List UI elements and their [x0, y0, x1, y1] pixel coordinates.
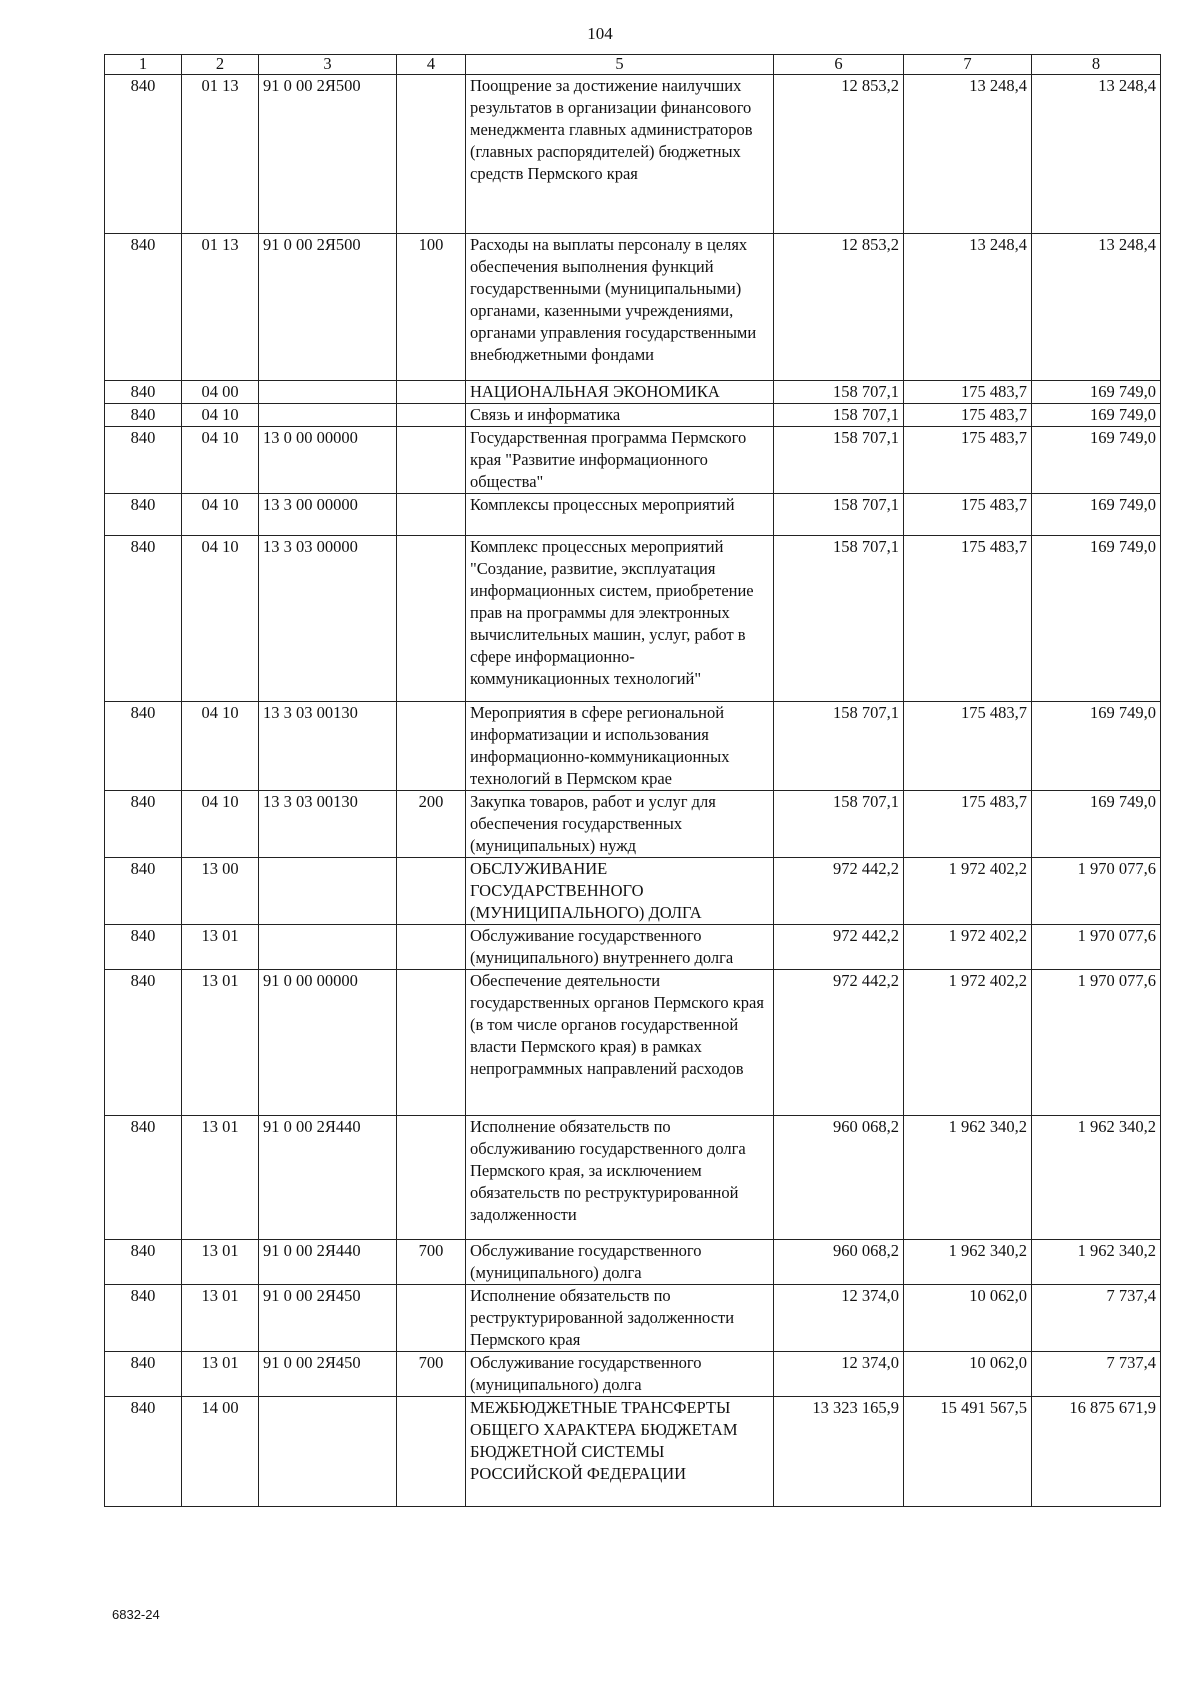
- amount-year1-cell: 158 707,1: [774, 404, 904, 427]
- description-cell: МЕЖБЮДЖЕТНЫЕ ТРАНСФЕРТЫ ОБЩЕГО ХАРАКТЕРА БЮДЖЕТАМ БЮДЖЕТНОЙ СИСТЕМЫ РОССИЙСКОЙ ФЕДЕРАЦИИ: [466, 1397, 774, 1507]
- target-article-cell: [259, 404, 397, 427]
- description-cell: Обслуживание государственного (муниципального) долга: [466, 1240, 774, 1285]
- description-cell: Комплекс процессных мероприятий "Создание, развитие, эксплуатация информационных систем, приобретение прав на программы для электронных вычислительных машин, услуг, работ в сфере информационно-коммуникационных технологий": [466, 536, 774, 702]
- table-row: [105, 1397, 1161, 1507]
- target-article-cell: 91 0 00 2Я440: [259, 1116, 397, 1240]
- amount-year1-cell: 158 707,1: [774, 381, 904, 404]
- column-header: 1: [105, 55, 182, 75]
- section-code-cell: 13 01: [182, 970, 259, 1116]
- section-code-cell: 04 10: [182, 702, 259, 791]
- amount-year1-cell: 13 323 165,9: [774, 1397, 904, 1507]
- table-body: [105, 75, 1161, 1507]
- target-article-cell: 91 0 00 2Я440: [259, 1240, 397, 1285]
- table-row: [105, 1240, 1161, 1285]
- section-code-cell: 14 00: [182, 1397, 259, 1507]
- amount-year2-cell: 1 972 402,2: [904, 925, 1032, 970]
- section-code-cell: 13 00: [182, 858, 259, 925]
- description-cell: Связь и информатика: [466, 404, 774, 427]
- amount-year1-cell: 972 442,2: [774, 858, 904, 925]
- section-code-cell: 04 10: [182, 494, 259, 536]
- amount-year2-cell: 13 248,4: [904, 234, 1032, 381]
- amount-year3-cell: 169 749,0: [1032, 427, 1161, 494]
- department-code-cell: 840: [105, 970, 182, 1116]
- target-article-cell: [259, 925, 397, 970]
- department-code-cell: 840: [105, 1397, 182, 1507]
- department-code-cell: 840: [105, 427, 182, 494]
- description-cell: Обслуживание государственного (муниципального) внутреннего долга: [466, 925, 774, 970]
- table-row: [105, 791, 1161, 858]
- description-cell: Исполнение обязательств по обслуживанию государственного долга Пермского края, за исключением обязательств по реструктурированной задолженности: [466, 1116, 774, 1240]
- amount-year2-cell: 175 483,7: [904, 404, 1032, 427]
- expense-type-cell: [397, 1285, 466, 1352]
- amount-year3-cell: 169 749,0: [1032, 494, 1161, 536]
- department-code-cell: 840: [105, 1240, 182, 1285]
- amount-year3-cell: 1 962 340,2: [1032, 1240, 1161, 1285]
- budget-table: [104, 54, 1161, 1507]
- department-code-cell: 840: [105, 1116, 182, 1240]
- amount-year1-cell: 12 374,0: [774, 1352, 904, 1397]
- amount-year1-cell: 12 374,0: [774, 1285, 904, 1352]
- column-header: 7: [904, 55, 1032, 75]
- target-article-cell: [259, 381, 397, 404]
- amount-year1-cell: 158 707,1: [774, 702, 904, 791]
- description-cell: Государственная программа Пермского края "Развитие информационного общества": [466, 427, 774, 494]
- expense-type-cell: 100: [397, 234, 466, 381]
- table-row: [105, 1285, 1161, 1352]
- amount-year2-cell: 175 483,7: [904, 381, 1032, 404]
- target-article-cell: [259, 1397, 397, 1507]
- amount-year3-cell: 169 749,0: [1032, 791, 1161, 858]
- amount-year3-cell: 7 737,4: [1032, 1352, 1161, 1397]
- table-row: [105, 494, 1161, 536]
- expense-type-cell: [397, 970, 466, 1116]
- table-row: [105, 702, 1161, 791]
- expense-type-cell: [397, 1397, 466, 1507]
- department-code-cell: 840: [105, 494, 182, 536]
- amount-year2-cell: 13 248,4: [904, 75, 1032, 234]
- department-code-cell: 840: [105, 702, 182, 791]
- column-header: 3: [259, 55, 397, 75]
- column-header: 5: [466, 55, 774, 75]
- department-code-cell: 840: [105, 404, 182, 427]
- amount-year2-cell: 175 483,7: [904, 427, 1032, 494]
- expense-type-cell: [397, 702, 466, 791]
- target-article-cell: 13 3 00 00000: [259, 494, 397, 536]
- expense-type-cell: 200: [397, 791, 466, 858]
- description-cell: Исполнение обязательств по реструктурированной задолженности Пермского края: [466, 1285, 774, 1352]
- description-cell: Обслуживание государственного (муниципального) долга: [466, 1352, 774, 1397]
- amount-year1-cell: 960 068,2: [774, 1240, 904, 1285]
- amount-year3-cell: 16 875 671,9: [1032, 1397, 1161, 1507]
- amount-year1-cell: 158 707,1: [774, 494, 904, 536]
- department-code-cell: 840: [105, 536, 182, 702]
- amount-year3-cell: 169 749,0: [1032, 536, 1161, 702]
- section-code-cell: 13 01: [182, 1352, 259, 1397]
- department-code-cell: 840: [105, 858, 182, 925]
- amount-year1-cell: 960 068,2: [774, 1116, 904, 1240]
- table-row: [105, 925, 1161, 970]
- table-row: [105, 234, 1161, 381]
- amount-year2-cell: 175 483,7: [904, 791, 1032, 858]
- section-code-cell: 04 10: [182, 427, 259, 494]
- amount-year2-cell: 175 483,7: [904, 494, 1032, 536]
- table-row: [105, 970, 1161, 1116]
- description-cell: Мероприятия в сфере региональной информатизации и использования информационно-коммуникационных технологий в Пермском крае: [466, 702, 774, 791]
- column-header: 8: [1032, 55, 1161, 75]
- description-cell: Расходы на выплаты персоналу в целях обеспечения выполнения функций государственными (муниципальными) органами, казенными учреждениями, органами управления государственными внебюджетными фондами: [466, 234, 774, 381]
- amount-year3-cell: 7 737,4: [1032, 1285, 1161, 1352]
- target-article-cell: 91 0 00 2Я500: [259, 75, 397, 234]
- department-code-cell: 840: [105, 1352, 182, 1397]
- amount-year3-cell: 1 970 077,6: [1032, 970, 1161, 1116]
- amount-year2-cell: 1 962 340,2: [904, 1240, 1032, 1285]
- table-row: [105, 404, 1161, 427]
- amount-year3-cell: 1 962 340,2: [1032, 1116, 1161, 1240]
- section-code-cell: 04 10: [182, 536, 259, 702]
- amount-year3-cell: 169 749,0: [1032, 702, 1161, 791]
- description-cell: ОБСЛУЖИВАНИЕ ГОСУДАРСТВЕННОГО (МУНИЦИПАЛЬНОГО) ДОЛГА: [466, 858, 774, 925]
- section-code-cell: 01 13: [182, 75, 259, 234]
- amount-year3-cell: 13 248,4: [1032, 75, 1161, 234]
- amount-year1-cell: 972 442,2: [774, 925, 904, 970]
- amount-year1-cell: 972 442,2: [774, 970, 904, 1116]
- footer-document-code: 6832-24: [112, 1607, 160, 1622]
- department-code-cell: 840: [105, 234, 182, 381]
- expense-type-cell: [397, 381, 466, 404]
- description-cell: Поощрение за достижение наилучших результатов в организации финансового менеджмента главных администраторов (главных распорядителей) бюджетных средств Пермского края: [466, 75, 774, 234]
- description-cell: Обеспечение деятельности государственных органов Пермского края (в том числе органов государственной власти Пермского края) в рамках непрограммных направлений расходов: [466, 970, 774, 1116]
- expense-type-cell: 700: [397, 1352, 466, 1397]
- amount-year3-cell: 169 749,0: [1032, 381, 1161, 404]
- description-cell: НАЦИОНАЛЬНАЯ ЭКОНОМИКА: [466, 381, 774, 404]
- header-row: [105, 55, 1161, 75]
- expense-type-cell: 700: [397, 1240, 466, 1285]
- section-code-cell: 13 01: [182, 1285, 259, 1352]
- expense-type-cell: [397, 75, 466, 234]
- section-code-cell: 04 10: [182, 791, 259, 858]
- column-header: 4: [397, 55, 466, 75]
- column-header: 2: [182, 55, 259, 75]
- amount-year2-cell: 15 491 567,5: [904, 1397, 1032, 1507]
- table-row: [105, 536, 1161, 702]
- expense-type-cell: [397, 494, 466, 536]
- department-code-cell: 840: [105, 925, 182, 970]
- amount-year2-cell: 10 062,0: [904, 1285, 1032, 1352]
- expense-type-cell: [397, 858, 466, 925]
- column-header: 6: [774, 55, 904, 75]
- table-row: [105, 75, 1161, 234]
- amount-year2-cell: 1 972 402,2: [904, 970, 1032, 1116]
- amount-year3-cell: 1 970 077,6: [1032, 858, 1161, 925]
- amount-year3-cell: 169 749,0: [1032, 404, 1161, 427]
- department-code-cell: 840: [105, 381, 182, 404]
- table-row: [105, 1352, 1161, 1397]
- section-code-cell: 13 01: [182, 1116, 259, 1240]
- section-code-cell: 01 13: [182, 234, 259, 381]
- table-row: [105, 1116, 1161, 1240]
- section-code-cell: 04 00: [182, 381, 259, 404]
- target-article-cell: 91 0 00 2Я450: [259, 1285, 397, 1352]
- target-article-cell: [259, 858, 397, 925]
- expense-type-cell: [397, 1116, 466, 1240]
- department-code-cell: 840: [105, 1285, 182, 1352]
- amount-year2-cell: 1 972 402,2: [904, 858, 1032, 925]
- amount-year2-cell: 10 062,0: [904, 1352, 1032, 1397]
- table-row: [105, 858, 1161, 925]
- amount-year1-cell: 12 853,2: [774, 234, 904, 381]
- amount-year3-cell: 1 970 077,6: [1032, 925, 1161, 970]
- target-article-cell: 13 3 03 00130: [259, 791, 397, 858]
- page-number: 104: [587, 24, 613, 43]
- table-row: [105, 427, 1161, 494]
- target-article-cell: 13 3 03 00000: [259, 536, 397, 702]
- description-cell: Закупка товаров, работ и услуг для обеспечения государственных (муниципальных) нужд: [466, 791, 774, 858]
- section-code-cell: 04 10: [182, 404, 259, 427]
- description-cell: Комплексы процессных мероприятий: [466, 494, 774, 536]
- amount-year3-cell: 13 248,4: [1032, 234, 1161, 381]
- amount-year2-cell: 175 483,7: [904, 702, 1032, 791]
- amount-year1-cell: 158 707,1: [774, 536, 904, 702]
- expense-type-cell: [397, 427, 466, 494]
- expense-type-cell: [397, 925, 466, 970]
- department-code-cell: 840: [105, 75, 182, 234]
- target-article-cell: 91 0 00 2Я450: [259, 1352, 397, 1397]
- target-article-cell: 91 0 00 00000: [259, 970, 397, 1116]
- amount-year2-cell: 175 483,7: [904, 536, 1032, 702]
- amount-year1-cell: 158 707,1: [774, 427, 904, 494]
- expense-type-cell: [397, 536, 466, 702]
- target-article-cell: 13 3 03 00130: [259, 702, 397, 791]
- amount-year1-cell: 12 853,2: [774, 75, 904, 234]
- target-article-cell: 13 0 00 00000: [259, 427, 397, 494]
- amount-year1-cell: 158 707,1: [774, 791, 904, 858]
- amount-year2-cell: 1 962 340,2: [904, 1116, 1032, 1240]
- expense-type-cell: [397, 404, 466, 427]
- table-row: [105, 381, 1161, 404]
- section-code-cell: 13 01: [182, 1240, 259, 1285]
- target-article-cell: 91 0 00 2Я500: [259, 234, 397, 381]
- section-code-cell: 13 01: [182, 925, 259, 970]
- department-code-cell: 840: [105, 791, 182, 858]
